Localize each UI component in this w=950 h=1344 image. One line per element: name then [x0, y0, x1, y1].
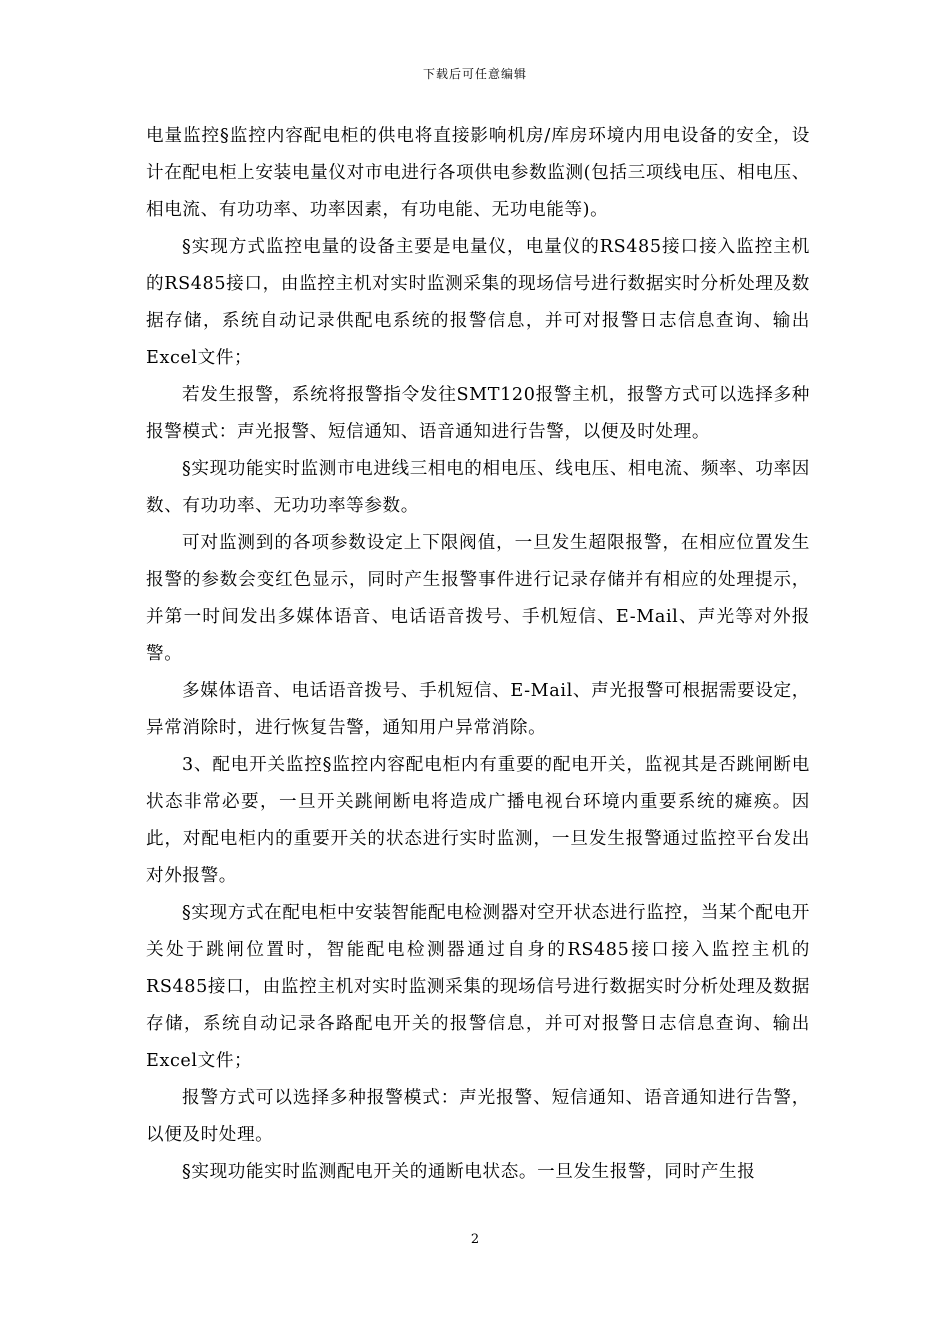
- paragraph-switch-function: §实现功能实时监测配电开关的通断电状态。一旦发生报警，同时产生报: [182, 1162, 756, 1182]
- paragraph-multimedia-alarm: 多媒体语音、电话语音拨号、手机短信、E-Mail、声光报警可根据需要设定，异常消除时，进行恢复告警，通知用户异常消除。: [146, 681, 810, 738]
- page-number: 2: [470, 1232, 480, 1247]
- paragraph-power-function: §实现功能实时监测市电进线三相电的相电压、线电压、相电流、频率、功率因数、有功功率、无功功率等参数。: [146, 459, 810, 516]
- document-body: [146, 118, 810, 1191]
- paragraph-switch-alarm: 报警方式可以选择多种报警模式：声光报警、短信通知、语音通知进行告警，以便及时处理。: [146, 1088, 810, 1145]
- page-header: 下载后可任意编辑: [422, 67, 527, 81]
- paragraph-power-monitoring: 电量监控§监控内容配电柜的供电将直接影响机房/库房环境内用电设备的安全，设计在配电柜上安装电量仪对市电进行各项供电参数监测(包括三项线电压、相电压、相电流、有功功率、功率因素，有功电能、无功电能等)。: [146, 126, 810, 220]
- paragraph-switch-monitoring: 3、配电开关监控§监控内容配电柜内有重要的配电开关，监视其是否跳闸断电状态非常必要，一旦开关跳闸断电将造成广播电视台环境内重要系统的瘫痪。因此，对配电柜内的重要开关的状态进行实时监测，一旦发生报警通过监控平台发出对外报警。: [146, 755, 810, 886]
- paragraph-switch-implementation: §实现方式在配电柜中安装智能配电检测器对空开状态进行监控，当某个配电开关处于跳闸位置时，智能配电检测器通过自身的RS485接口接入监控主机的RS485接口，由监控主机对实时监测采集的现场信号进行数据实时分析处理及数据存储，系统自动记录各路配电开关的报警信息，并可对报警日志信息查询、输出Excel文件；: [146, 903, 810, 1071]
- paragraph-power-implementation: §实现方式监控电量的设备主要是电量仪，电量仪的RS485接口接入监控主机的RS485接口，由监控主机对实时监测采集的现场信号进行数据实时分析处理及数据存储，系统自动记录供配电系统的报警信息，并可对报警日志信息查询、输出Excel文件；: [146, 237, 810, 368]
- paragraph-power-alarm: 若发生报警，系统将报警指令发往SMT120报警主机，报警方式可以选择多种报警模式：声光报警、短信通知、语音通知进行告警，以便及时处理。: [146, 385, 810, 442]
- paragraph-threshold: 可对监测到的各项参数设定上下限阀值，一旦发生超限报警，在相应位置发生报警的参数会变红色显示，同时产生报警事件进行记录存储并有相应的处理提示，并第一时间发出多媒体语音、电话语音拨号、手机短信、E-Mail、声光等对外报警。: [146, 533, 810, 664]
